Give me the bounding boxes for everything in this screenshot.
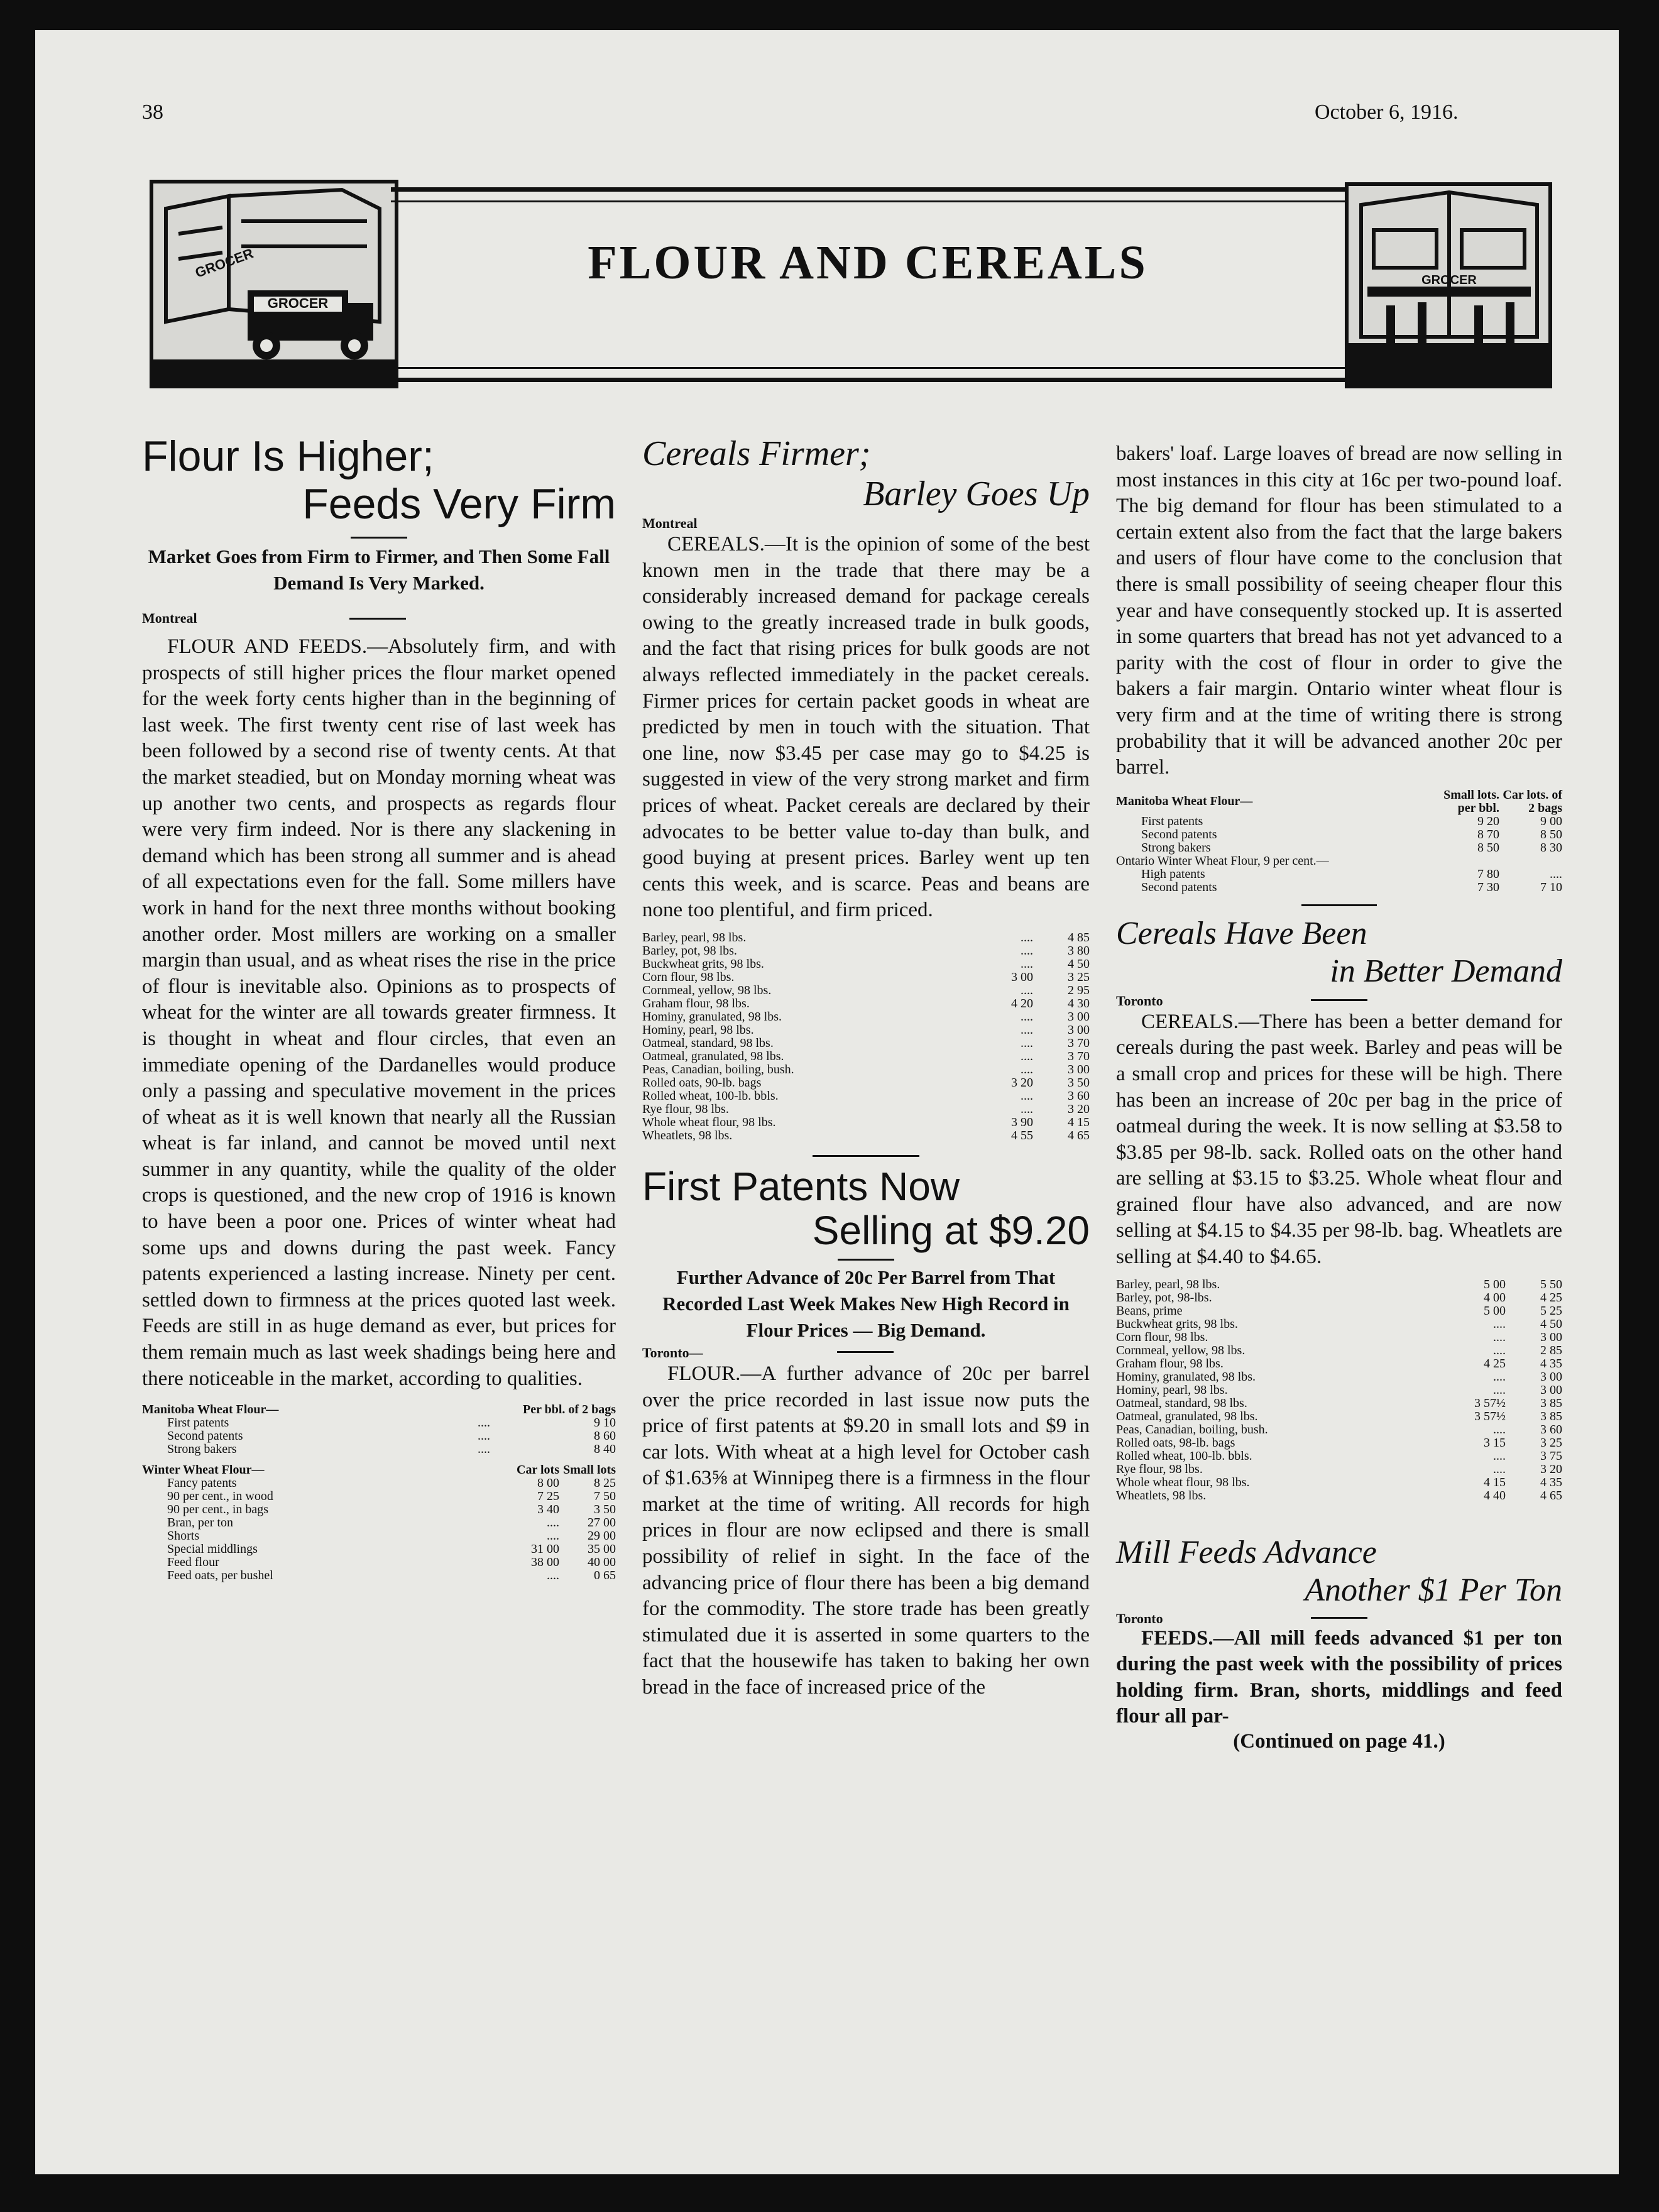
table-row: Beans, prime 5 00 5 25 (1116, 1303, 1562, 1318)
table-row: Second patents 7 30 7 10 (1141, 880, 1562, 894)
table-row: Special middlings 31 00 35 00 (167, 1542, 616, 1557)
section-title: FLOUR AND CEREALS (588, 236, 1148, 289)
table-row: Oatmeal, granulated, 98 lbs. 3 57½ 3 85 (1116, 1409, 1562, 1423)
dateline-toronto: Toronto (1116, 1610, 1163, 1626)
winter-flour-table: Winter Wheat Flour— Car lots Small lots Fancy patents 8 00 8 25 90 per cent., in wood 7 25 7 50 90 per cent., in bags 3 40 3 50 Bran, per ton .... 27 00 Shorts .... 29 00 Special middlings 31 00 35 00 Feed flour 38 00 40 00 Feed oats, per bushel .... 0 65 (142, 1463, 616, 1583)
article-first-patents-body: FLOUR.—A further advance of 20c per barrel over the price recorded in last issue now puts the price of first patents at $9.20 in small lots and $9 in car lots. With wheat at a high level for October cash of $1.63⅝ at Winnipeg there is a firmness in the flour market at the time of writing. All records for high prices in flour are now eclipsed and there is small possibility of relief in sight. In the face of the advancing price of flour there has been a big demand for the commodity. The store trade has been greatly stimulated due it is asserted in some quarters to the fact that the housewife has taken to baking her own bread in the face of increased price of the (642, 1362, 1090, 1699)
table-row: First patents .... 9 10 (167, 1416, 616, 1430)
table-row: Strong bakers .... 8 40 (167, 1442, 616, 1457)
table-row: Barley, pearl, 98 lbs. .... 4 85 (642, 930, 1090, 944)
headline-first-patents: First Patents Now (642, 1163, 960, 1209)
table-row: First patents 9 20 9 00 (1141, 814, 1562, 828)
table-row: Whole wheat flour, 98 lbs. 4 15 4 35 (1116, 1475, 1562, 1489)
table-header: Winter Wheat Flour— (142, 1463, 265, 1477)
svg-text:GROCER: GROCER (193, 245, 256, 281)
table-row: Hominy, pearl, 98 lbs. .... 3 00 (1116, 1382, 1562, 1397)
table-row: Buckwheat grits, 98 lbs. .... 4 50 (642, 956, 1090, 971)
headline-mill-feeds: Mill Feeds Advance (1116, 1534, 1377, 1570)
svg-text:GROCER: GROCER (1421, 273, 1477, 287)
divider-rule (838, 1259, 894, 1261)
manitoba-flour-table-toronto: Manitoba Wheat Flour— Small lots. per bbl. Car lots. of 2 bags First patents 9 20 9 00 Second patents 8 70 8 50 Strong bakers 8 50 8 30 Ontario Winter Wheat Flour, 9 per cent.— High patents 7 80 .... Second patents 7 30 7 10 (1116, 787, 1562, 894)
table-row: Graham flour, 98 lbs. 4 25 4 35 (1116, 1356, 1562, 1371)
table-row: Second patents .... 8 60 (167, 1429, 616, 1443)
table-row: Peas, Canadian, boiling, bush. .... 3 60 (1116, 1422, 1562, 1437)
table-row: Corn flour, 98 lbs. .... 3 00 (1116, 1330, 1562, 1344)
table-row: Bran, per ton .... 27 00 (167, 1516, 616, 1530)
table-row: Feed flour 38 00 40 00 (167, 1555, 616, 1570)
table-row: High patents 7 80 .... (1141, 867, 1562, 881)
divider-rule (1311, 1617, 1367, 1619)
grocer-truck-logo (150, 180, 398, 388)
svg-text:GROCER: GROCER (267, 295, 329, 311)
table-row: Barley, pot, 98-lbs. 4 00 4 25 (1116, 1290, 1562, 1305)
dateline-toronto: Toronto— (642, 1344, 703, 1361)
table-row: Rye flour, 98 lbs. .... 3 20 (1116, 1462, 1562, 1476)
table-row: Corn flour, 98 lbs. 3 00 3 25 (642, 970, 1090, 984)
column-1 (142, 432, 616, 1582)
divider-rule (837, 1351, 894, 1353)
table-row: Hominy, granulated, 98 lbs. .... 3 00 (642, 1009, 1090, 1024)
issue-date: October 6, 1916. (1315, 101, 1459, 124)
table-row: 90 per cent., in wood 7 25 7 50 (167, 1489, 616, 1504)
table-row: Rye flour, 98 lbs. .... 3 20 (642, 1102, 1090, 1116)
table-row: Shorts .... 29 00 (167, 1529, 616, 1543)
table-row: Barley, pearl, 98 lbs. 5 00 5 50 (1116, 1277, 1562, 1291)
table-row: Strong bakers 8 50 8 30 (1141, 840, 1562, 855)
headline-better-demand: in Better Demand (1330, 953, 1562, 989)
page-number: 38 (142, 101, 163, 124)
table-row: Oatmeal, granulated, 98 lbs. .... 3 70 (642, 1049, 1090, 1063)
table-row: Fancy patents 8 00 8 25 (167, 1476, 616, 1491)
headline-feeds-firm: Feeds Very Firm (302, 480, 616, 528)
table-header: Manitoba Wheat Flour— (1116, 794, 1253, 809)
article-mill-feeds-body: FEEDS.—All mill feeds advanced $1 per ton during the past week with the possibility of prices holding firm. Bran, shorts, middlings and feed flour all par- (1116, 1626, 1562, 1728)
table-row: Hominy, granulated, 98 lbs. .... 3 00 (1116, 1369, 1562, 1384)
headline-barley-up: Barley Goes Up (863, 474, 1090, 513)
magazine-page (35, 30, 1619, 2174)
continued-note: (Continued on page 41.) (1233, 1730, 1445, 1753)
table-row: Rolled oats, 98-lb. bags 3 15 3 25 (1116, 1435, 1562, 1450)
dateline-toronto: Toronto (1116, 992, 1163, 1009)
headline-cereals-firmer: Cereals Firmer; (642, 434, 871, 473)
table-row: Rolled wheat, 100-lb. bbls. .... 3 75 (1116, 1448, 1562, 1463)
table-row: Oatmeal, standard, 98 lbs. .... 3 70 (642, 1036, 1090, 1050)
table-row: Whole wheat flour, 98 lbs. 3 90 4 15 (642, 1115, 1090, 1129)
cereals-price-table (642, 931, 1090, 1142)
manitoba-flour-table: Manitoba Wheat Flour— Per bbl. of 2 bags First patents .... 9 10 Second patents .... 8 60 Strong bakers .... 8 40 (142, 1403, 616, 1457)
headline-another-dollar: Another $1 Per Ton (1305, 1572, 1562, 1608)
table-header: Manitoba Wheat Flour— (142, 1403, 279, 1417)
table-row: Rolled wheat, 100-lb. bbls. .... 3 60 (642, 1088, 1090, 1103)
headline-cereals-demand: Cereals Have Been (1116, 915, 1367, 951)
article-cereals-demand-body: CEREALS.—There has been a better demand for cereals during the past week. Barley and peas will be a small crop and prices for these will be high. There has been an increase of 20c per bag in the price of oatmeal during the week. It is now selling at $3.58 to $3.85 per 98-lb. sack. Rolled oats on the other hand are selling at $3.15 to $3.25. Whole wheat flour and grained flour have also advanced, and are now selling at $4.15 to $4.35 per 98-lb. bag. Wheatlets are selling at $4.40 to $4.65. (1116, 1010, 1562, 1269)
table-row: Feed oats, per bushel .... 0 65 (167, 1569, 616, 1583)
grocer-store-logo (1345, 182, 1552, 388)
table-row: Cornmeal, yellow, 98 lbs. .... 2 95 (642, 983, 1090, 997)
divider-rule (351, 537, 407, 539)
table-row: Cornmeal, yellow, 98 lbs. .... 2 85 (1116, 1343, 1562, 1357)
table-row: Second patents 8 70 8 50 (1141, 827, 1562, 841)
dateline-montreal: Montreal (142, 610, 197, 626)
table-row: Graham flour, 98 lbs. 4 20 4 30 (642, 996, 1090, 1010)
table-row: Ontario Winter Wheat Flour, 9 per cent.— (1116, 853, 1329, 868)
column-3 (1116, 441, 1562, 1753)
column-2 (642, 434, 1090, 1701)
cereals-price-table-toronto (1116, 1278, 1562, 1503)
headline-selling-920: Selling at $9.20 (812, 1207, 1090, 1253)
article-cereals-body: CEREALS.—It is the opinion of some of the best known men in the trade that there may be a considerably increased demand for package cereals owing to the greatly increased trade in bulk goods, and the fact that rising prices for bulk goods are not always reflected immediately in the packet cereals. Firmer prices for certain packet goods in wheat are predicted by men in touch with the situation. That one line, now $3.45 per case may go to $4.25 is suggested in view of the very strong market and firm prices of wheat. Packet cereals are declared by their advocates to be better value to-day than bulk, and good buying at present prices. Barley went up ten cents this week, and is scarce. Peas and beans are none too plentiful, and firm priced. (642, 533, 1090, 922)
section-banner (391, 187, 1345, 382)
divider-rule (813, 1155, 919, 1157)
divider-rule (1301, 904, 1377, 906)
table-row: Rolled oats, 90-lb. bags 3 20 3 50 (642, 1075, 1090, 1090)
table-row: Peas, Canadian, boiling, bush. .... 3 00 (642, 1062, 1090, 1076)
table-row: Wheatlets, 98 lbs. 4 40 4 65 (1116, 1488, 1562, 1503)
table-row: Buckwheat grits, 98 lbs. .... 4 50 (1116, 1317, 1562, 1331)
divider-rule (1311, 999, 1367, 1001)
deck-first-patents: Further Advance of 20c Per Barrel from That Recorded Last Week Makes New High Record in Flour Prices — Big Demand. (662, 1266, 1070, 1341)
article-flour-body: FLOUR AND FEEDS.—Absolutely firm, and with prospects of still higher prices the flour market opened for the week forty cents higher than in the beginning of last week. The first twenty cent rise of last week has been followed by a second rise of twenty cents. At that the market steadied, but on Monday morning wheat was up another two cents, and prospects as regards flour were very firm indeed. Nor is there any slackening in demand which has been strong all summer and is ahead of all expectations even for the fall. Some millers have work in hand for the next three months without booking another order. Most millers are working on a smaller margin than usual, and as wheat rises the rise in the price of flour is inevitable also. Opinions as to prospects of wheat for the winter are all towards greater firmness. It is thought in wheat and flour circles, that even an immediate opening of the Dardanelles would produce only a passing and speculative movement in the prices of wheat as it is well known that nearly all the Russian wheat is far inland, and cannot be moved until next summer in any quantity, while the quality of the older crops is questioned, and the new crop of 1916 is known to have been a poor one. Prices of winter wheat had some ups and downs during the past week. Fancy patents experienced a lasting increase. Ninety per cent. settled down to firmness at the prices quoted last week. Feeds are still in as huge demand as ever, but prices for them remain much as last week shadings being here and there noticeable in the market, according to qualities. (142, 635, 616, 1390)
divider-rule (349, 618, 406, 620)
table-row: Oatmeal, standard, 98 lbs. 3 57½ 3 85 (1116, 1396, 1562, 1410)
headline-flour-higher: Flour Is Higher; (142, 432, 434, 480)
dateline-montreal: Montreal (642, 515, 698, 531)
deck-flour: Market Goes from Firm to Firmer, and Then Some Fall Demand Is Very Marked. (148, 545, 610, 594)
grocer-truck-icon (153, 183, 395, 385)
grocer-store-icon (1349, 186, 1548, 385)
table-row: Hominy, pearl, 98 lbs. .... 3 00 (642, 1022, 1090, 1037)
table-row: Wheatlets, 98 lbs. 4 55 4 65 (642, 1128, 1090, 1142)
table-row: 90 per cent., in bags 3 40 3 50 (167, 1503, 616, 1517)
table-row: Barley, pot, 98 lbs. .... 3 80 (642, 943, 1090, 958)
article-first-patents-continued: bakers' loaf. Large loaves of bread are now selling in most instances in this city at 16c per two-pound loaf. The big demand for flour has been stimulated to a certain extent also from the fact that the large bakers and users of flour have come to the conclusion that there is small possibility of seeing cheaper flour this year and have consequently stocked up. It is asserted in some quarters that bread has not yet advanced to a parity with the cost of flour in order to give the bakers a fair margin. Ontario winter wheat flour is very firm and at the time of writing there is strong probability that it will be advanced another 20c per barrel. (1116, 442, 1562, 779)
